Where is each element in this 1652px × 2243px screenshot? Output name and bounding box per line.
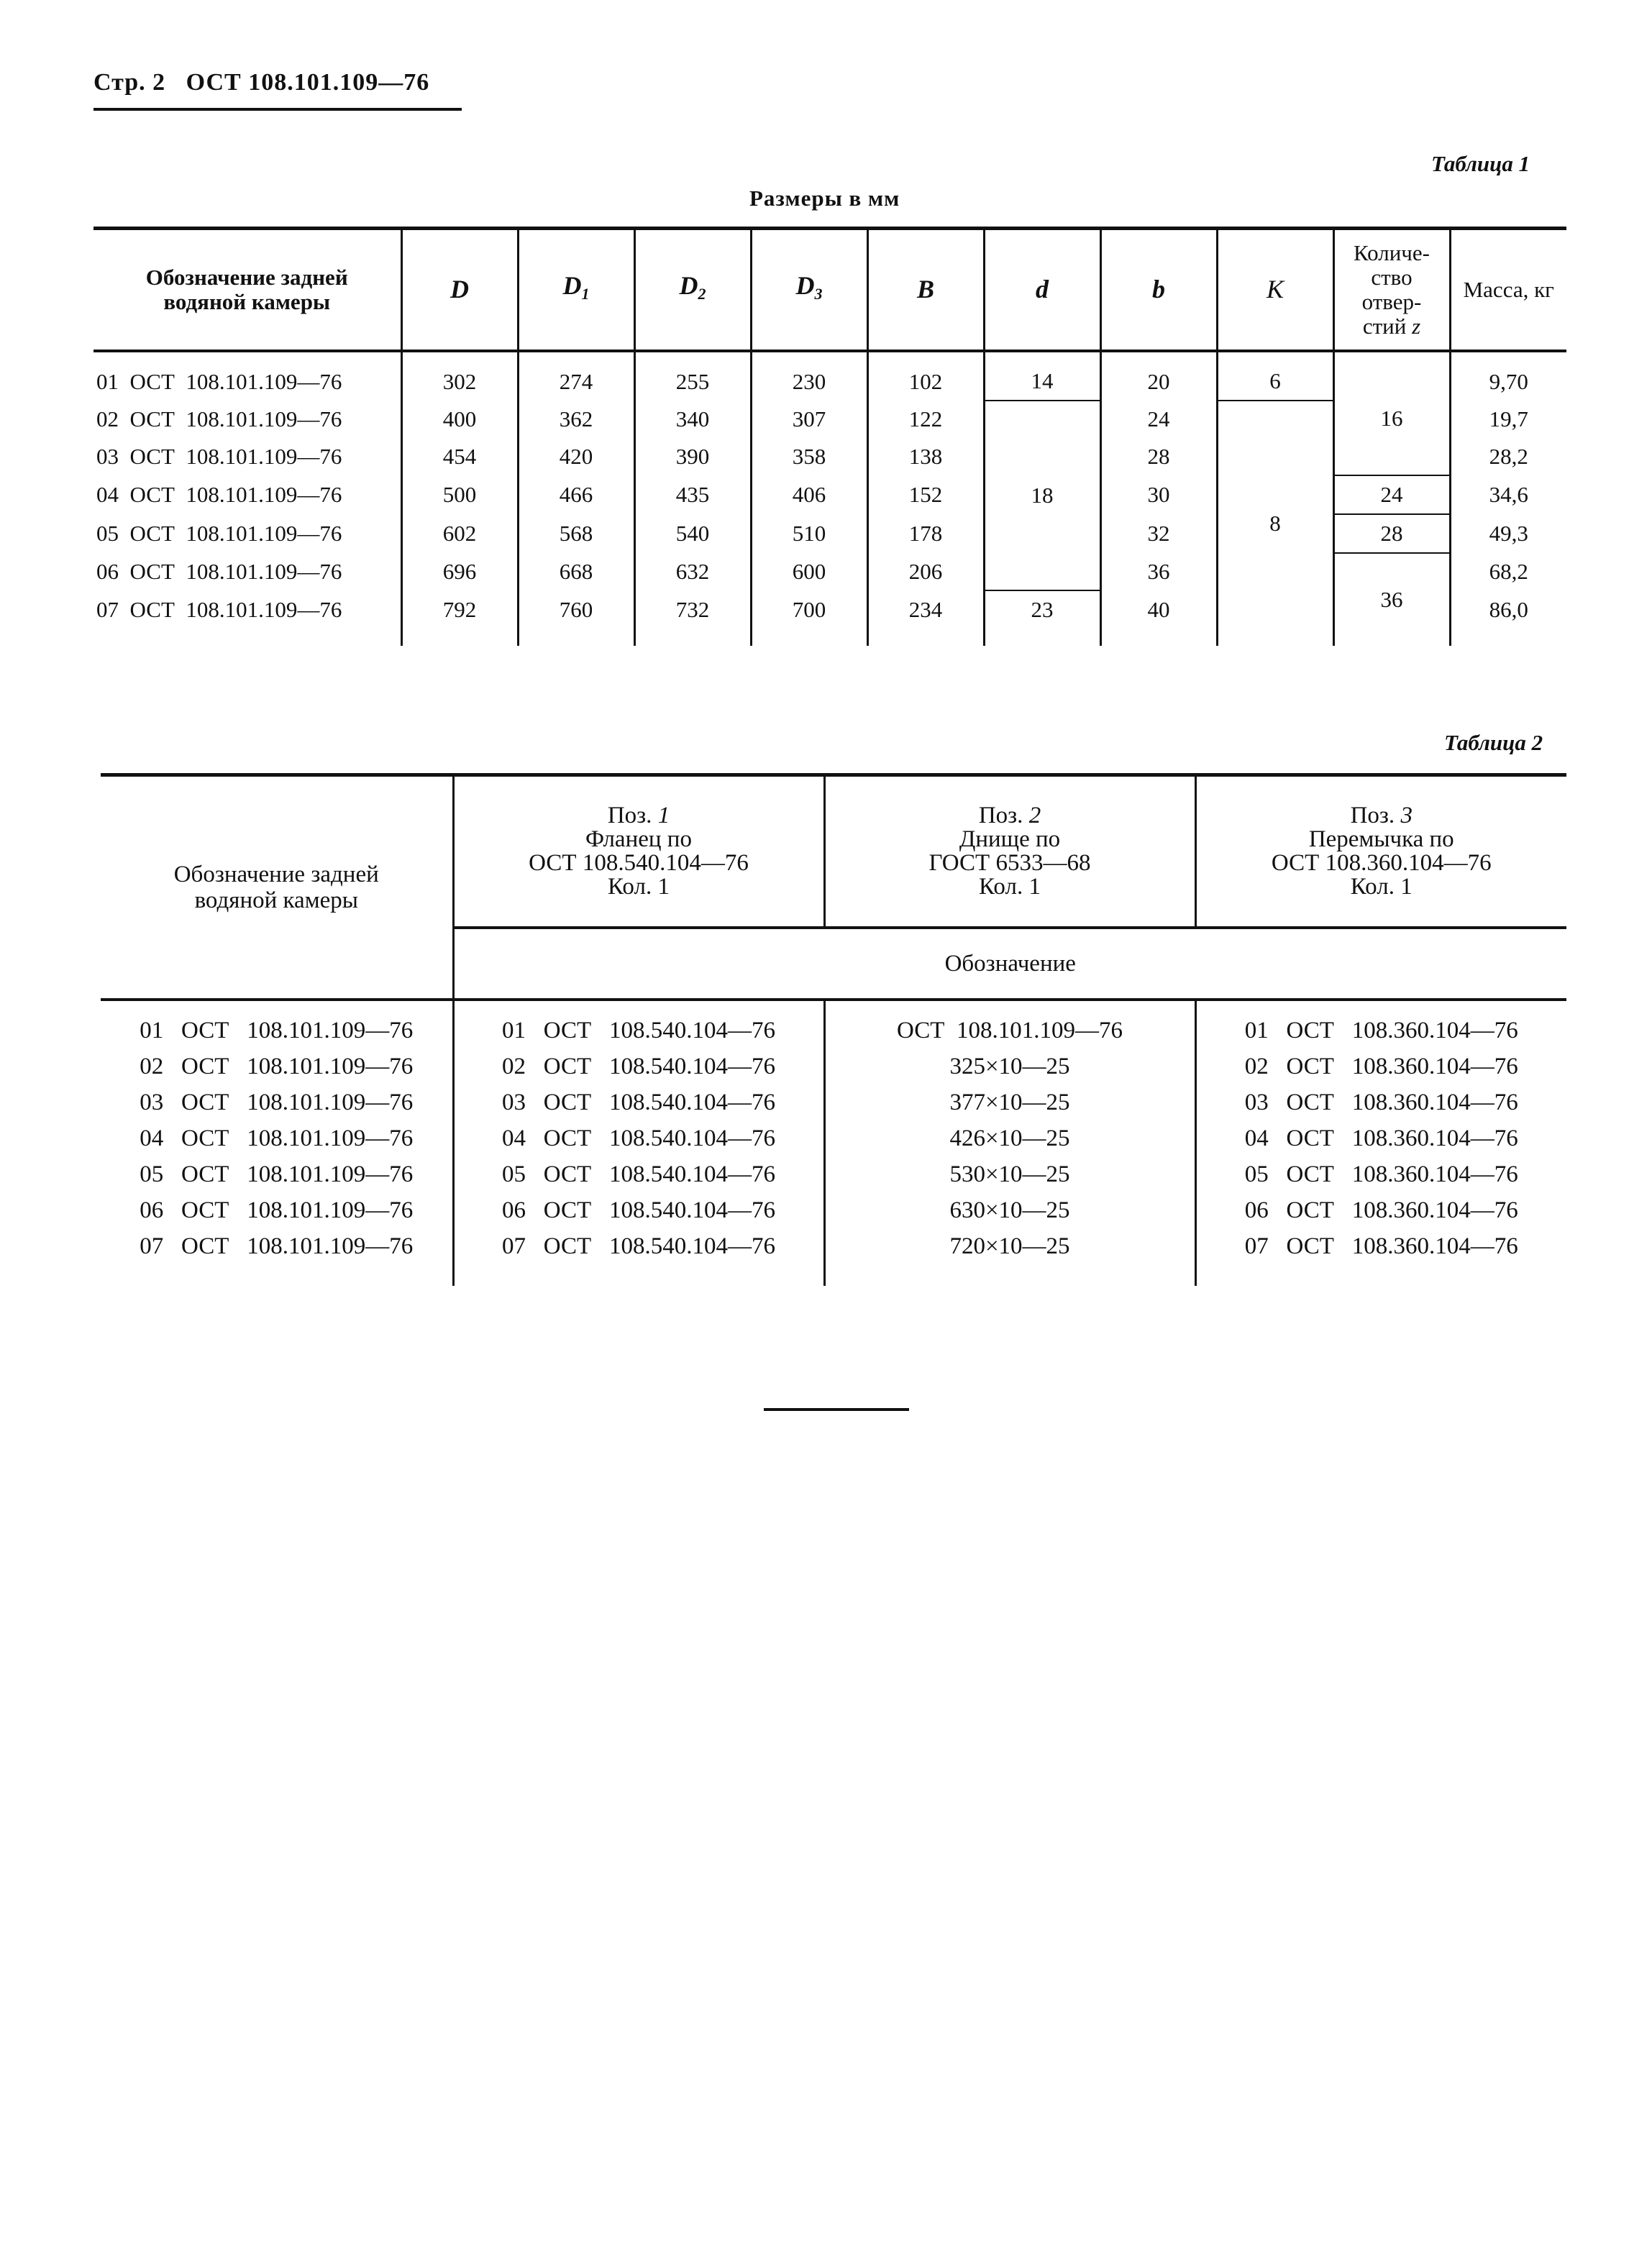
table1-subtitle: Размеры в мм xyxy=(749,186,900,211)
d-cell-01: 14 xyxy=(984,351,1100,401)
table-row: 05 ОСТ 108.101.109—76 05 ОСТ 108.540.104—76 530×10—25 05 ОСТ 108.360.104—76 xyxy=(101,1156,1566,1192)
table1 xyxy=(93,227,1566,646)
header-underline xyxy=(93,108,462,111)
table1-header-B: B xyxy=(867,229,984,352)
table1-header-D: D xyxy=(401,229,518,352)
table2-header-designation: Обозначение задней водяной камеры xyxy=(101,775,453,1000)
end-divider xyxy=(764,1408,909,1411)
table-row: 04 ОСТ 108.101.109—76 500 466 435 406 152 30 24 34,6 xyxy=(93,475,1566,514)
K-cell-02-07: 8 xyxy=(1217,401,1333,646)
table2-header-designation-sub: Обозначение xyxy=(453,928,1566,1000)
z-cell-05: 28 xyxy=(1333,514,1450,553)
table1-header-d: d xyxy=(984,229,1100,352)
table1-caption: Таблица 1 xyxy=(1431,151,1530,176)
table1-header-mass: Масса, кг xyxy=(1450,229,1566,352)
table2-header-pos3: Поз. 3 Перемычка по ОСТ 108.360.104—76 Кол. 1 xyxy=(1195,775,1566,928)
table-row: 05 ОСТ 108.101.109—76 602 568 540 510 178 32 28 49,3 xyxy=(93,514,1566,553)
table-row: 01 ОСТ 108.101.109—76 302 274 255 230 102 14 20 6 16 9,70 xyxy=(93,351,1566,401)
d-cell-02-06: 18 xyxy=(984,401,1100,590)
K-cell-01: 6 xyxy=(1217,351,1333,401)
table2 xyxy=(101,773,1566,1286)
d-cell-07: 23 xyxy=(984,590,1100,646)
table1-header-D2: $D_2$ xyxy=(634,229,751,352)
page-number: Стр. 2 xyxy=(93,69,166,96)
z-cell-01-03: 16 xyxy=(1333,351,1450,475)
table-row: 07 ОСТ 108.101.109—76 07 ОСТ 108.540.104—76 720×10—25 07 ОСТ 108.360.104—76 xyxy=(101,1228,1566,1286)
table1-header-K: K xyxy=(1217,229,1333,352)
table-row: 02 ОСТ 108.101.109—76 02 ОСТ 108.540.104—76 325×10—25 02 ОСТ 108.360.104—76 xyxy=(101,1049,1566,1084)
table-row: 02 ОСТ 108.101.109—76 400 362 340 307 122 18 24 8 19,7 xyxy=(93,401,1566,438)
table-row: 06 ОСТ 108.101.109—76 06 ОСТ 108.540.104—76 630×10—25 06 ОСТ 108.360.104—76 xyxy=(101,1192,1566,1228)
table-row: 03 ОСТ 108.101.109—76 454 420 390 358 138 28 28,2 xyxy=(93,438,1566,475)
table1-header-row xyxy=(93,229,1566,352)
table-row: 06 ОСТ 108.101.109—76 696 668 632 600 206 36 36 68,2 xyxy=(93,553,1566,590)
z-cell-06-07: 36 xyxy=(1333,553,1450,646)
table1-header-D1: $D_1$ xyxy=(518,229,634,352)
table2-header-pos2: Поз. 2 Днище по ГОСТ 6533—68 Кол. 1 xyxy=(824,775,1195,928)
table-row: 01 ОСТ 108.101.109—76 01 ОСТ 108.540.104—76 ОСТ 108.101.109—76 01 ОСТ 108.360.104—76 xyxy=(101,1000,1566,1049)
table1-header-holes: Количе-ство отвер-стий z xyxy=(1333,229,1450,352)
table1-header-D3: $D_3$ xyxy=(751,229,867,352)
table2-header-row xyxy=(101,775,1566,928)
standard-number: ОСТ 108.101.109—76 xyxy=(186,69,430,96)
table-row: 03 ОСТ 108.101.109—76 03 ОСТ 108.540.104—76 377×10—25 03 ОСТ 108.360.104—76 xyxy=(101,1084,1566,1120)
table1-header-designation: Обозначение задней водяной камеры xyxy=(93,229,401,352)
table-row: 07 ОСТ 108.101.109—76 792 760 732 700 234 23 40 86,0 xyxy=(93,590,1566,646)
page-header xyxy=(93,69,429,96)
table2-caption: Таблица 2 xyxy=(1444,730,1543,755)
table2-header-pos1: Поз. 1 Фланец по ОСТ 108.540.104—76 Кол. 1 xyxy=(453,775,824,928)
z-cell-04: 24 xyxy=(1333,475,1450,514)
table1-header-b: b xyxy=(1100,229,1217,352)
table-row: 04 ОСТ 108.101.109—76 04 ОСТ 108.540.104—76 426×10—25 04 ОСТ 108.360.104—76 xyxy=(101,1120,1566,1156)
